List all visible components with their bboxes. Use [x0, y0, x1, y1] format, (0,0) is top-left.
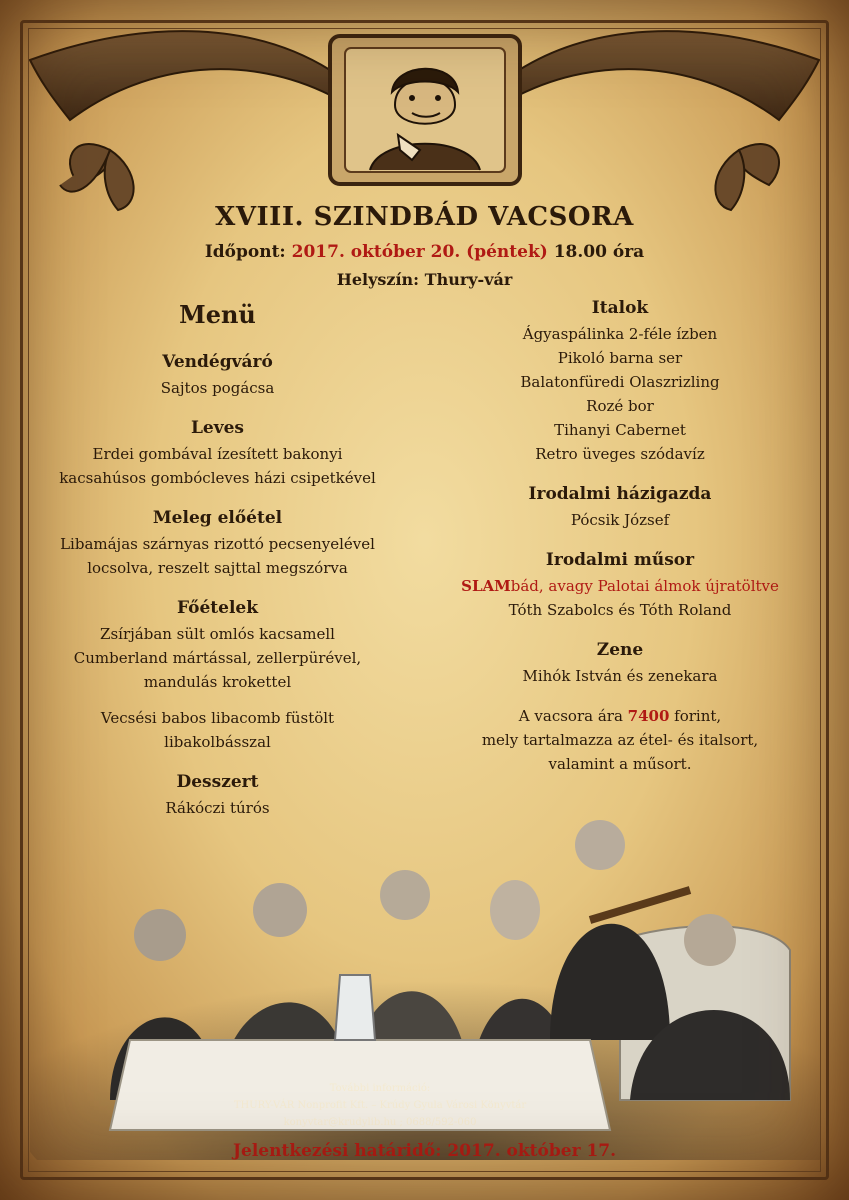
menu-item: mandulás krokettel [143, 673, 292, 691]
program-title [420, 574, 820, 598]
date-time: 18.00 óra [553, 242, 645, 262]
section-heading: Desszert [176, 772, 259, 792]
program-title-slam: SLAM [461, 577, 511, 595]
host-heading: Irodalmi házigazda [528, 484, 712, 504]
host-name: Pócsik József [570, 511, 670, 529]
section-heading: Főételek [176, 598, 258, 618]
drink-item: Rozé bor [586, 397, 654, 415]
menu-title: Menü [179, 300, 256, 329]
drink-item: Tihanyi Cabernet [554, 421, 686, 439]
event-title: XVIII. SZINDBÁD VACSORA [215, 202, 634, 232]
drink-item: Ágyaspálinka 2-féle ízben [522, 325, 718, 343]
menu-item: locsolva, reszelt sajttal megszórva [87, 559, 348, 577]
organizer: THURY-VÁR Nonprofit Kft. – Krúdy Gyula Városi Könyvtár [233, 1100, 527, 1111]
info-title: További információ: [329, 1083, 431, 1094]
date-label: Időpont: [204, 242, 286, 262]
section-heading: Meleg előétel [152, 508, 283, 528]
drink-item: Balatonfüredi Olaszrizling [520, 373, 720, 391]
drink-item: Pikoló barna ser [557, 349, 683, 367]
price-includes-2: valamint a műsort. [548, 755, 692, 773]
menu-item: Cumberland mártással, zellerpürével, [73, 649, 362, 667]
price-prefix: A vacsora ára [518, 707, 628, 725]
deadline-label: Jelentkezési határidő: [232, 1141, 442, 1161]
registration-deadline [0, 1141, 849, 1161]
menu-column [55, 298, 380, 820]
deadline-value: 2017. október 17. [441, 1141, 617, 1161]
menu-item: Erdei gombával ízesített bakonyi [92, 445, 343, 463]
price-suffix: forint, [669, 707, 722, 725]
glass-jug [335, 975, 375, 1040]
program-performers: Tóth Szabolcs és Tóth Roland [508, 601, 732, 619]
price-line [420, 704, 820, 728]
menu-item: Rákóczi túrós [165, 799, 270, 817]
menu-item: Libamájas szárnyas rizottó pecsenyelével [60, 535, 375, 553]
menu-item: Vecsési babos libacomb füstölt [100, 709, 335, 727]
program-heading: Irodalmi műsor [545, 550, 695, 570]
contact-info [180, 1080, 580, 1131]
price-amount: 7400 [627, 707, 670, 725]
date-value: 2017. október 20. (péntek) [291, 242, 548, 262]
menu-item: Zsírjában sült omlós kacsamell [100, 625, 335, 643]
music-heading: Zene [596, 640, 644, 660]
music-performers: Mihók István és zenekara [522, 667, 718, 685]
event-venue: Helyszín: Thury-vár [336, 270, 513, 289]
price-includes: mely tartalmazza az étel- és italsort, [481, 731, 759, 749]
drinks-heading: Italok [591, 298, 649, 318]
menu-item: kacsahúsos gombócleves házi csipetkével [59, 469, 376, 487]
contact-details: konyvtar@krudylib.hu ; 0688/592-060 [283, 1117, 477, 1128]
program-column [420, 296, 820, 776]
program-title-rest: bád, avagy Palotai álmok újratöltve [510, 577, 779, 595]
event-date [0, 242, 849, 262]
menu-item: libakolbásszal [164, 733, 271, 751]
section-heading: Vendégváró [162, 352, 273, 372]
section-heading: Leves [190, 418, 245, 438]
drink-item: Retro üveges szódavíz [535, 445, 705, 463]
menu-item: Sajtos pogácsa [160, 379, 275, 397]
